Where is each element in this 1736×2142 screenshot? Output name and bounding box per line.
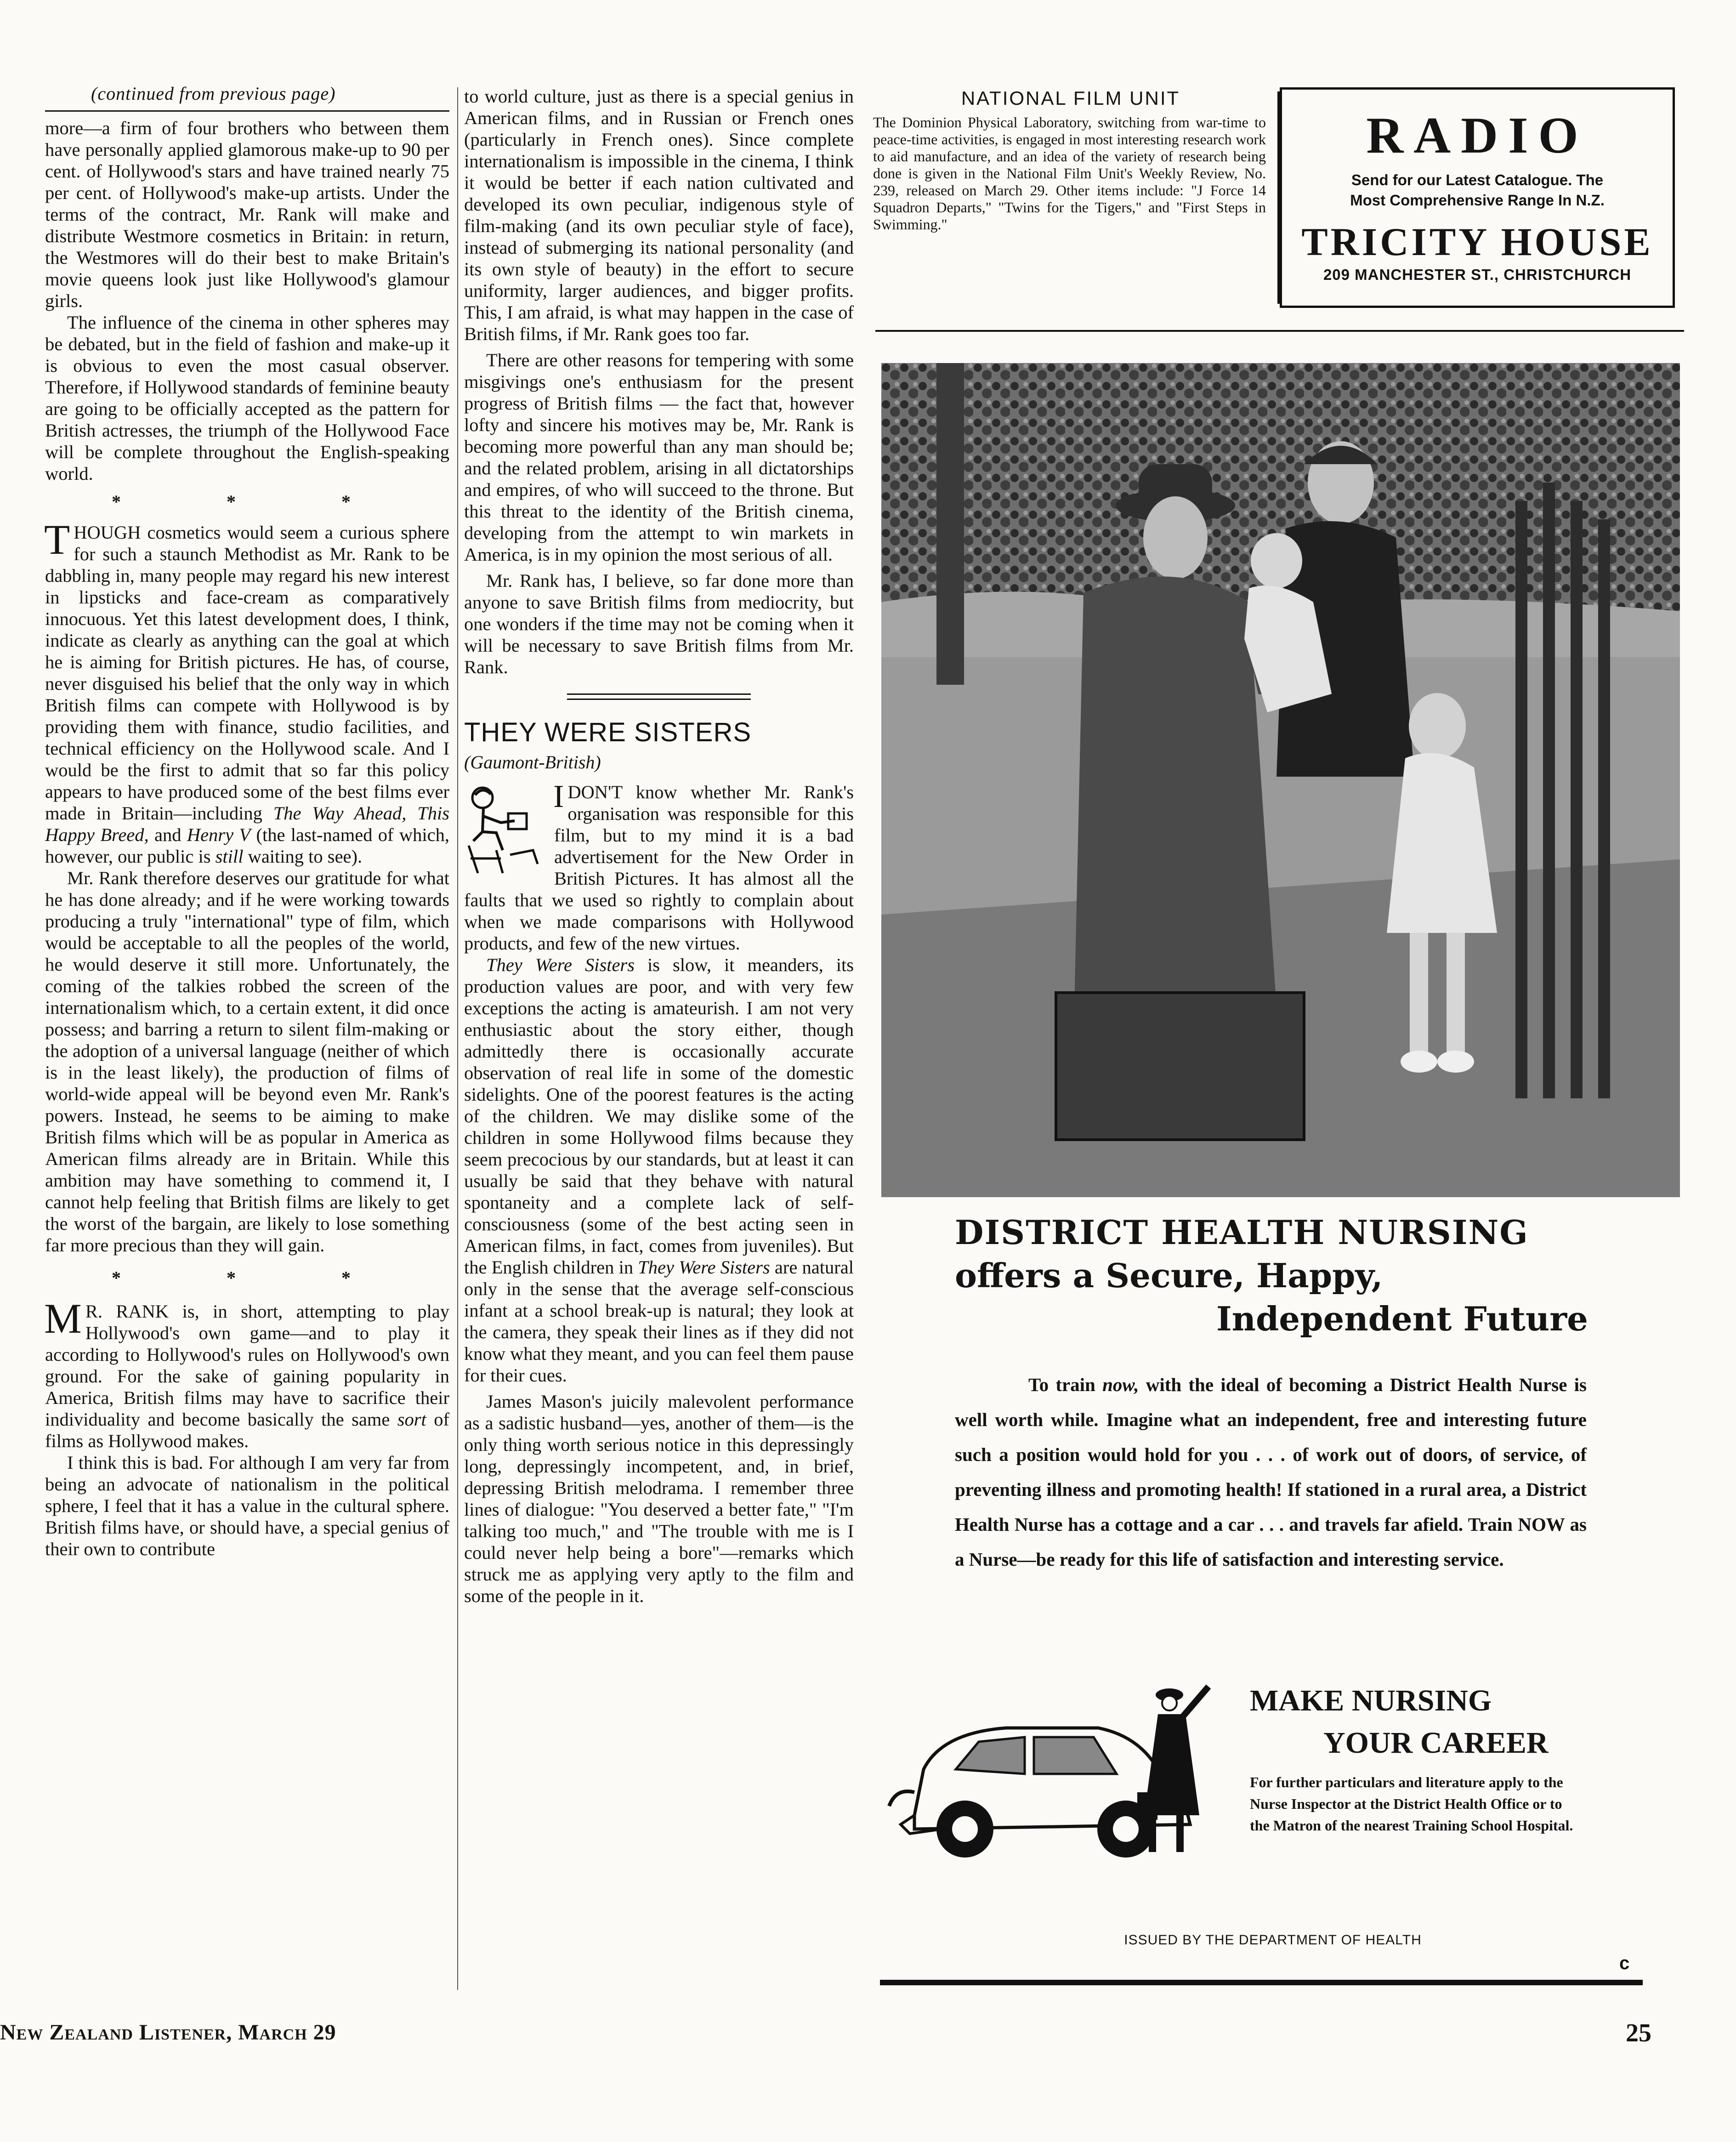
review-body bbox=[464, 781, 854, 1607]
review-studio: (Gaumont-British) bbox=[464, 752, 601, 773]
film-unit-title: NATIONAL FILM UNIT bbox=[961, 87, 1180, 109]
page-number: 25 bbox=[1626, 2019, 1651, 2047]
nurse-family-photo bbox=[881, 363, 1680, 1197]
printer-mark: c bbox=[1619, 1953, 1630, 1973]
car-nurse-illustration bbox=[887, 1677, 1245, 1870]
health-ad-headline bbox=[955, 1211, 1598, 1341]
footer-left: New Zealand Listener, March 29 bbox=[0, 2020, 336, 2045]
paragraph: to world culture, just as there is a special genius in American films, and in Russian or French ones (particularly in French ones). Since complete internationalism is impossible in the cinema, I think it would be better if each nation cultivated and developed its own peculiar, indigenous style of film-making (and its own peculiar style of face), instead of submerging its national personality (and its own style of beauty) in the effort to secure uniformity, larger audiences, and bigger profits. This, I am afraid, is what may happen in the case of British films, if Mr. Rank goes too far. bbox=[464, 86, 854, 344]
column-divider bbox=[457, 87, 458, 1990]
column-header-rule bbox=[45, 110, 449, 112]
paragraph: Mr. Rank has, I believe, so far done more than anyone to save British films from mediocrity, but one wonders if the time may not be coming when it will be necessary to save British films from Mr. Rank. bbox=[464, 570, 854, 677]
paragraph: Mr. Rank therefore deserves our gratitude for what he has done already; and if he were working towards producing a truly "international" type of film, which would be acceptable to all the peoples of the world, he would deserve it still more. Unfortunately, the coming of the talkies robbed the screen of the internationalism which, to a certain extent, it did once possess; and barring a return to silent film-making or the adoption of a universal language (neither of which is in the least likely), the production of films of world-wide appeal will be beyond even Mr. Rank's powers. Instead, he seems to be aiming to make British films which will be as popular in America as American films already are in Britain. While this ambition may have something to commend it, I cannot help feeling that British films are likely to get the worst of the bargain, are likely to lose something far more precious than they will gain. bbox=[45, 868, 449, 1256]
article-column-2 bbox=[464, 85, 854, 1607]
film-unit-body: The Dominion Physical Laboratory, switching from war-time to peace-time activities, is engaged in most interesting research work to aid manufacture, and an idea of the variety of research being done is given in the National Film Unit's Weekly Review, No. 239, released on March 29. Other items include: "J Force 14 Squadron Departs," "Twins for the Tigers," and "First Steps in Swimming." bbox=[873, 114, 1266, 233]
section-rule bbox=[875, 330, 1684, 332]
radio-ad-title: RADIO bbox=[1366, 107, 1588, 164]
continued-note: (continued from previous page) bbox=[91, 83, 336, 104]
drop-cap: I bbox=[553, 779, 564, 814]
drop-cap: M bbox=[44, 1295, 82, 1342]
radio-ad-store: TRICITY HOUSE bbox=[1301, 220, 1653, 264]
ad-bottom-rule bbox=[880, 1980, 1643, 1985]
review-title: THEY WERE SISTERS bbox=[464, 717, 752, 747]
cta-headline bbox=[1250, 1680, 1581, 1764]
paragraph: They Were Sisters is slow, it meanders, its production values are poor, and with very few exceptions the acting is amateurish. I am not very enthusiastic about the story either, though admittedly there is occasionally accurate observation of real life in some of the domestic sidelights. One of the poorest features is the acting of the children. We may dislike some of the children in some Hollywood films because they seem precocious by our standards, but at least it can usually be said that they behave with natural spontaneity and a complete lack of self-consciousness (some of the best acting seen in American films, in fact, comes from juveniles). But the English children in They Were Sisters are natural only in the sense that the average self-conscious infant at a school break-up is natural; they look at the camera, they speak their lines as if they did not know what they meant, and you can feel them pause for their cues. bbox=[464, 955, 854, 1386]
paragraph: James Mason's juicily malevolent performance as a sadistic husband—yes, another of them—is the only thing worth serious notice in this depressingly long, depressingly incompetent, and, in brief, depressing British melodrama. I remember three lines of dialogue: "You deserved a better fate," "I'm talking too much," and "The trouble with me is I could never help being a bore"—remarks which struck me as applying very aptly to the film and some of the people in it. bbox=[464, 1391, 854, 1606]
paragraph: I think this is bad. For although I am very far from being an advocate of nationalism in the political sphere, I feel that it has a value in the cultural sphere. British films have, or should have, a special genius of their own to contribute bbox=[45, 1452, 449, 1559]
section-break: * * * bbox=[112, 491, 401, 512]
drop-cap: T bbox=[44, 516, 70, 563]
headline-line: offers a Secure, Happy, bbox=[955, 1256, 1383, 1295]
headline-line: DISTRICT HEALTH NURSING bbox=[955, 1213, 1529, 1252]
paragraph: I DON'T know whether Mr. Rank's organisation was responsible for this film, but to my mind it is a bad advertisement for the New Order in British Pictures. It has almost all the faults that we used so rightly to complain about when we made comparisons with Hollywood products, and few of the new virtues. bbox=[464, 779, 854, 954]
radio-ad-line: Send for our Latest Catalogue. The bbox=[1351, 171, 1604, 188]
review-rule bbox=[567, 693, 751, 700]
cta-body: For further particulars and literature apply to the Nurse Inspector at the District Health Office or to the Matron of the nearest Training School Hospital. bbox=[1250, 1774, 1573, 1834]
cta-line: YOUR CAREER bbox=[1323, 1726, 1549, 1760]
paragraph: There are other reasons for tempering with some misgivings one's enthusiasm for the present progress of British films — the fact that, however lofty and sincere his motives may be, Mr. Rank is becoming more powerful than any man should be; and the related problem, arising in all dictatorships and empires, of who will succeed to the throne. But this threat to the identity of the British cinema, developing from the attempt to win markets in America, is in my opinion the most serious of all. bbox=[464, 350, 854, 565]
paragraph: The influence of the cinema in other spheres may be debated, but in the field of fashion and make-up it is obvious to even the most casual observer. Therefore, if Hollywood standards of feminine beauty are going to be officially accepted as the pattern for British actresses, the triumph of the Hollywood Face will be complete throughout the English-speaking world. bbox=[45, 312, 449, 484]
radio-ad bbox=[1280, 87, 1675, 308]
paragraph: THOUGH cosmetics would seem a curious sphere for such a staunch Methodist as Mr. Rank to be dabbling in, many people may regard his new interest in lipsticks and face-cream as comparatively innocuous. Yet this latest development does, I think, indicate as clearly as anything can the goal at which he is aiming for British pictures. He has, of course, never disguised his belief that the only way in which British films can compete with Hollywood is by providing them with finance, studio facilities, and technical efficiency on the Hollywood scale. And I would be the first to admit that so far this policy appears to have produced some of the best films ever made in Britain—including The Way Ahead, This Happy Breed, and Henry V (the last-named of which, however, our public is still waiting to see). bbox=[44, 516, 449, 867]
headline-line: Independent Future bbox=[1216, 1299, 1588, 1338]
health-ad-body: To train now, with the ideal of becoming a District Health Nurse is well worth while. Imagine what an independent, free and interesting future such a position would hold for you . . . of work out of doors, of service, of preventing illness and promoting health! If stationed in a rural area, a District Health Nurse has a cottage and a car . . . and travels far afield. Train NOW as a Nurse—be ready for this life of satisfaction and interesting service. bbox=[955, 1374, 1587, 1570]
cta-line: MAKE NURSING bbox=[1250, 1684, 1492, 1717]
critic-sketch-icon bbox=[464, 781, 547, 878]
paragraph: M R. RANK is, in short, attempting to play Hollywood's own game—and to play it according to Hollywood's rules on Hollywood's own ground. For the sake of gaining popularity in America, British films may have to sacrifice their individuality and become basically the same sort of films as Hollywood makes. bbox=[44, 1295, 449, 1451]
paragraph: more—a firm of four brothers who between them have personally applied glamorous make-up to 90 per cent. of Hollywood's stars and have trained nearly 75 per cent. of Hollywood's make-up artists. Under the terms of the contract, Mr. Rank will make and distribute Westmore cosmetics in Britain: in return, the Westmores will do their best to make Britain's movie queens look just like Hollywood's glamour girls. bbox=[45, 118, 449, 311]
section-break: * * * bbox=[112, 1267, 401, 1288]
radio-ad-line: Most Comprehensive Range In N.Z. bbox=[1350, 192, 1605, 209]
radio-ad-address: 209 MANCHESTER ST., CHRISTCHURCH bbox=[1323, 266, 1632, 283]
article-column-1 bbox=[45, 117, 449, 1560]
issued-by: ISSUED BY THE DEPARTMENT OF HEALTH bbox=[1124, 1932, 1422, 1948]
